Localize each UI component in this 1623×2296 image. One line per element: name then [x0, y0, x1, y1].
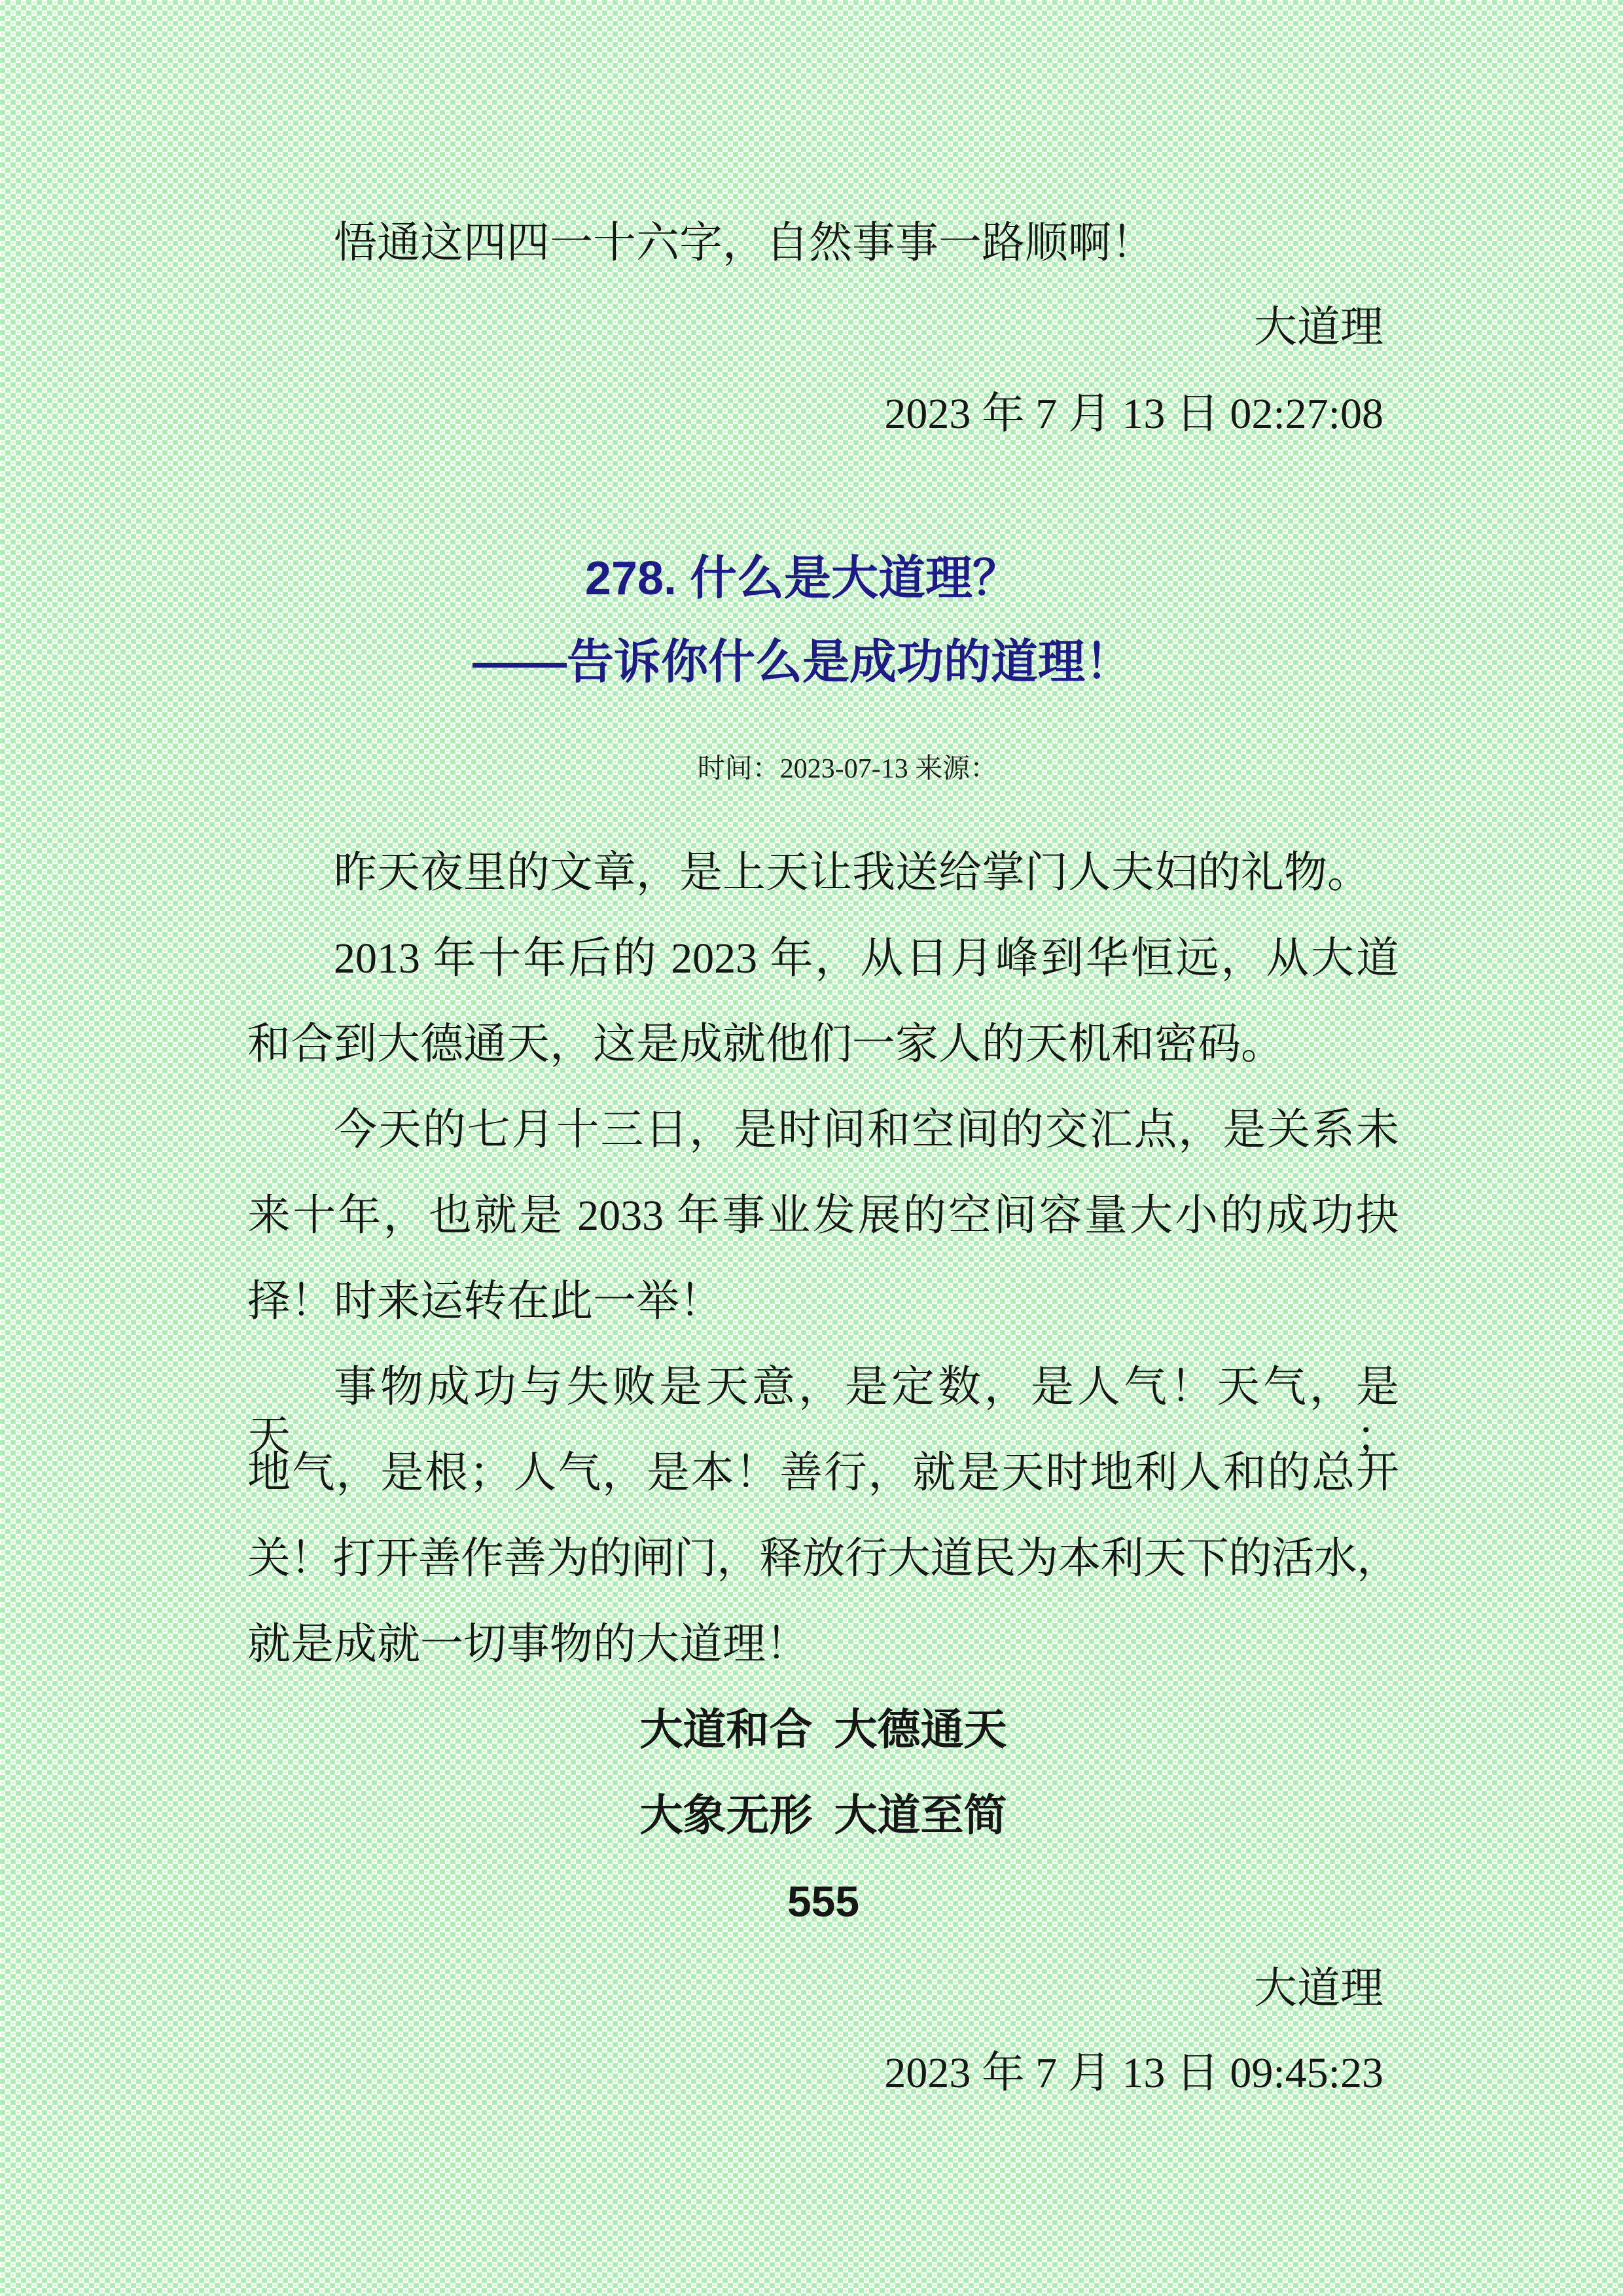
body-line: 来十年，也就是 2033 年事业发展的空间容量大小的成功抉 [247, 1192, 1399, 1240]
signature-top: 大道理 [1254, 304, 1383, 351]
article-meta: 时间：2023-07-13 来源： [697, 754, 998, 784]
slogan-line: 大道和合 大德通天 [639, 1706, 1007, 1754]
body-line: 今天的七月十三日，是时间和空间的交汇点，是关系未 [334, 1106, 1399, 1154]
article-title: 278. 什么是大道理？ [584, 552, 1020, 605]
slogan-line: 大象无形 大道至简 [639, 1792, 1007, 1840]
body-line: 和合到大德通天，这是成就他们一家人的天机和密码。 [247, 1020, 1284, 1068]
body-line: 择！时来运转在此一举！ [247, 1278, 722, 1325]
article-subtitle: ——告诉你什么是成功的道理！ [472, 636, 1132, 689]
body-line: 事物成功与失败是天意，是定数，是人气！天气，是天； [247, 1363, 1399, 1461]
body-line: 2013 年十年后的 2023 年，从日月峰到华恒远，从大道 [334, 935, 1399, 982]
emphasis-number: 555 [787, 1877, 860, 1926]
timestamp-bottom: 2023 年 7 月 13 日 09:45:23 [884, 2049, 1383, 2097]
closing-line: 悟通这四四一十六字，自然事事一路顺啊！ [334, 219, 1154, 267]
body-line: 昨天夜里的文章，是上天让我送给掌门人夫妇的礼物。 [334, 849, 1370, 897]
timestamp-top: 2023 年 7 月 13 日 02:27:08 [884, 390, 1383, 438]
signature-bottom: 大道理 [1254, 1965, 1383, 2013]
body-line: 地气，是根；人气，是本！善行，就是天时地利人和的总开 [247, 1449, 1399, 1497]
body-line: 就是成就一切事物的大道理！ [247, 1621, 809, 1668]
body-line: 关！打开善作善为的闸门，释放行大道民为本利天下的活水， [247, 1535, 1399, 1583]
